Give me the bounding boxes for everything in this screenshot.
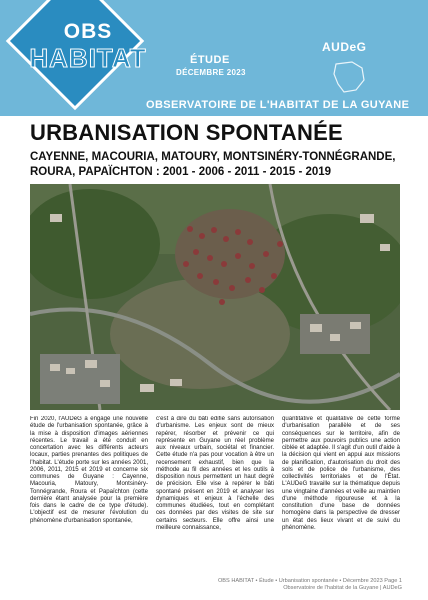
text-column-2	[156, 416, 274, 576]
footer-line2: Observatoire de l'habitat de la Guyane | AUDeG	[283, 585, 402, 591]
header-banner	[0, 0, 428, 116]
audeg-logo-text: AUDeG	[322, 40, 367, 54]
aerial-photo	[30, 184, 400, 410]
page-title: URBANISATION SPONTANÉE	[30, 120, 343, 145]
page-subtitle: CAYENNE, MACOURIA, MATOURY, MONTSINÉRY-TONNÉGRANDE, ROURA, PAPAÏCHTON : 2001 - 2006 - 2011 - 2015 - 2019	[30, 151, 396, 178]
guyane-map-icon	[330, 60, 368, 94]
paragraph-1: Fin 2020, l'AUDeG a engagé une nouvelle étude de l'urbanisation spontanée, grâce à la mise à disposition d'images aériennes récentes. Le travail a été conduit en concertation avec les différents acteurs locaux, parties prenantes des politiques de l'habitat. L'étude porte sur les années 2001, 2006, 2011, 2015 et 2019 et concerne six communes de Guyane : Cayenne, Macouria, Matoury, Montsinéry-Tonnégrande, Roura et Papaïchton (cette dernière étant analysée pour la première fois dans le cadre de ce type d'étude). L'objectif est de mesurer l'évolution du phénomène d'urbanisation spontanée,	[30, 416, 148, 524]
observatoire-heading: OBSERVATOIRE DE L'HABITAT DE LA GUYANE	[146, 99, 410, 111]
logo-text	[28, 21, 148, 71]
text-column-3	[282, 416, 400, 576]
text-column-1	[30, 416, 148, 576]
study-label: ÉTUDE	[190, 54, 230, 66]
paragraph-2: c'est à dire du bâti édifié sans autorisation d'urbanisme. Les enjeux sont de mieux repérer, résorber et prévenir ce qui représente en Guyane un réel problème aux niveaux urbain, sociétal et financier. Cette étude n'a pas pour vocation à être un recensement exhaustif, bien que la méthode au fil des années et les outils à disposition nous permettent un haut degré de précision. Elle vise à repérer le bâti spontané présent en 2019 et analyser les dynamiques et enjeux à l'échelle des communes étudiées, tout en complétant ces données par des visites de site sur certains secteurs. Elle offre ainsi une meilleure connaissance,	[156, 416, 274, 531]
page-footer	[218, 578, 402, 592]
intro-text-columns	[30, 416, 400, 576]
logo-line1: OBS	[63, 20, 113, 43]
study-date: DÉCEMBRE 2023	[176, 68, 246, 77]
paragraph-3: quantitative et qualitative de cette forme d'urbanisation parallèle et de ses conséquences sur le territoire, afin de permettre aux pouvoirs publics une action ciblée et adaptée. Il s'agit d'un outil d'aide à la décision qui vient en appui aux missions de planification, d'autorisation du droit des sols et de police de l'urbanisme, des collectivités territoriales et de l'État. L'AUDeG travaille sur la thématique depuis une vingtaine d'années et veille au maintien d'une méthode rigoureuse et à la constitution d'une base de données homogène dans la perspective de dresser un état des lieux vivant et de suivi du phénomène.	[282, 416, 400, 531]
logo-line2: HABITAT	[29, 43, 147, 73]
footer-line1: OBS HABITAT • Étude • Urbanisation spontanée • Décembre 2023 Page 1	[217, 578, 402, 584]
